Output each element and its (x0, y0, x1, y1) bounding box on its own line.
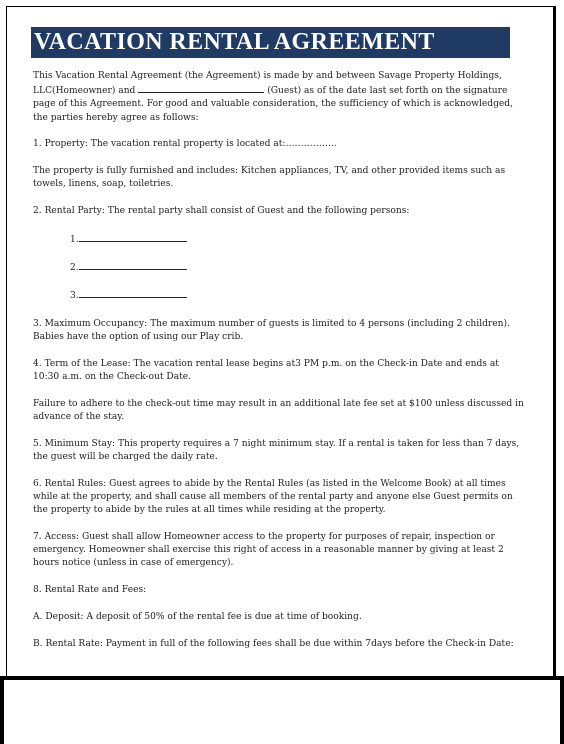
party-name-blank[interactable] (79, 232, 187, 242)
party-number: 2. (70, 263, 79, 274)
section-occupancy: 3. Maximum Occupancy: The maximum number of guests is limited to 4 persons (including 2 children). Babies have the option of using our Play crib. (33, 318, 510, 342)
section-rental-party: 2. Rental Party: The rental party shall consist of Guest and the following persons: (33, 206, 410, 217)
party-line-1 (70, 232, 528, 247)
document-title: VACATION RENTAL AGREEMENT (31, 27, 510, 58)
party-name-blank[interactable] (79, 288, 187, 298)
intro-text-2: (Guest) as of the date last set forth on the signature page of this Agreement. For good and valuable consideration, the sufficiency of which is acknowledged, the parties hereby agree as follows: (33, 86, 514, 123)
next-page-frame (0, 676, 564, 744)
section-rules: 6. Rental Rules: Guest agrees to abide by the Rental Rules (as listed in the Welcome Book) at all times while at the property, and shall cause all members of the rental party and anyone else Guest permits on the property to abide by the rules at all times while residing at the property. (33, 478, 513, 516)
party-name-blank[interactable] (79, 260, 187, 270)
section-access: 7. Access: Guest shall allow Homeowner access to the property for purposes of repair, inspection or emergency. Homeowner shall exercise this right of access in a reasonable manner by giving at least 2 hours notice (unless in case of emergency). (33, 531, 504, 569)
intro-paragraph (33, 70, 528, 125)
intro-text-1: This Vacation Rental Agreement (the Agreement) is made by and between Savage Property Holdings, LLC(Homeowner) and (33, 71, 502, 97)
party-number: 3. (70, 291, 79, 302)
section-property: 1. Property: The vacation rental property is located at:…………….. (33, 139, 337, 150)
section-min-stay: 5. Minimum Stay: This property requires a 7 night minimum stay. If a rental is taken for less than 7 days, the guest will be charged the daily rate. (33, 438, 520, 462)
section-rental-rate: B. Rental Rate: Payment in full of the following fees shall be due within 7days before the Check-in Date: (33, 638, 514, 649)
party-number: 1. (70, 235, 79, 245)
party-line-3 (70, 288, 528, 303)
section-rate-heading: 8. Rental Rate and Fees: (33, 585, 147, 596)
section-deposit: A. Deposit: A deposit of 50% of the rental fee is due at time of booking. (33, 611, 362, 622)
section-furnished: The property is fully furnished and includes: Kitchen appliances, TV, and other provided items such as towels, linens, soap, toiletries. (33, 166, 506, 190)
party-line-2 (70, 260, 528, 275)
section-late-fee: Failure to adhere to the check-out time may result in an additional late fee set at $100 unless discussed in advance of the stay. (33, 398, 524, 422)
agreement-body (33, 70, 528, 664)
guest-name-blank[interactable] (138, 83, 264, 93)
section-term: 4. Term of the Lease: The vacation rental lease begins at3 PM p.m. on the Check-in Date and ends at 10:30 a.m. on the Check-out Date. (33, 358, 499, 382)
